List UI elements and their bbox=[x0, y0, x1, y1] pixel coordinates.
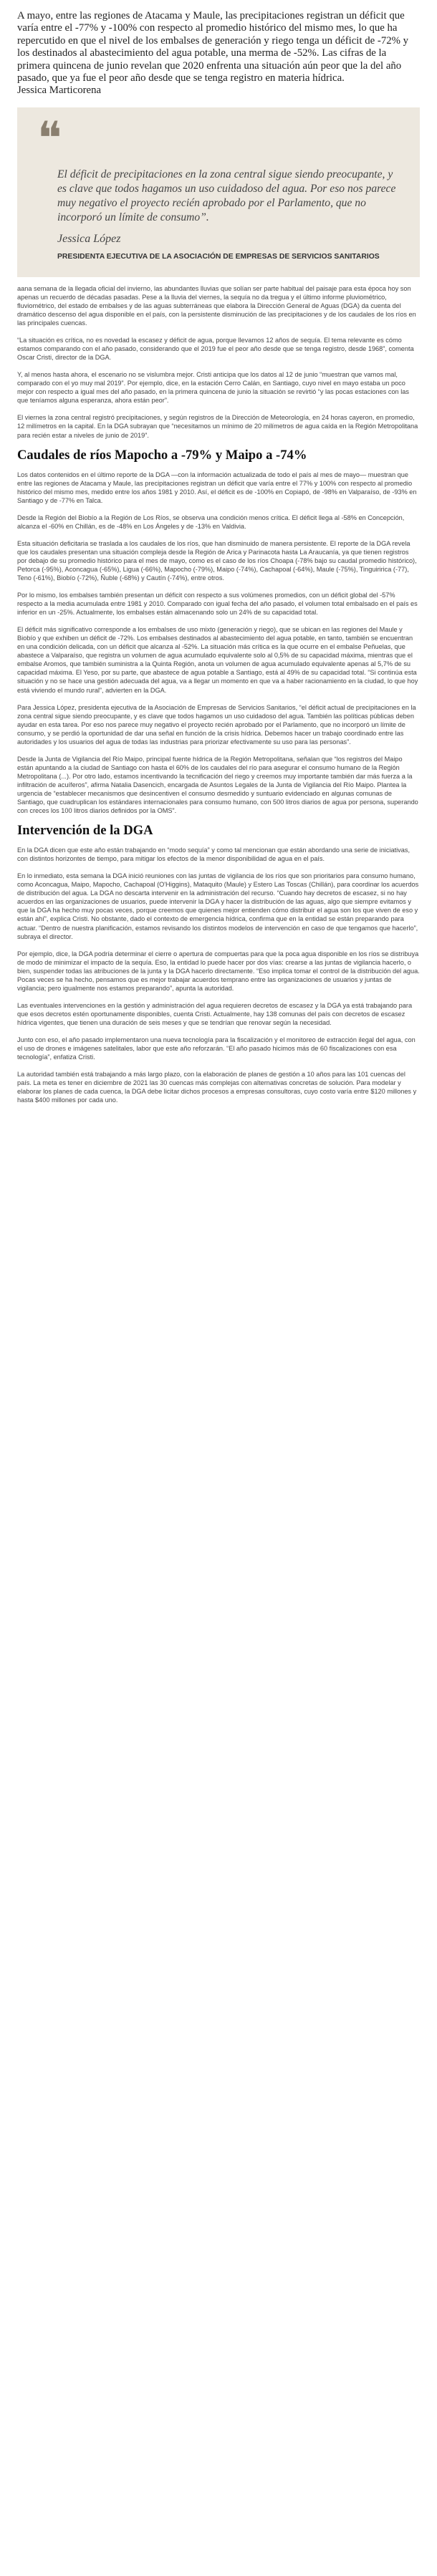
pull-quote-role: PRESIDENTA EJECUTIVA DE LA ASOCIACIÓN DE EMPRESAS DE SERVICIOS SANITARIOS bbox=[57, 252, 380, 261]
article-paragraph: “La situación es crítica, no es novedad la escasez y déficit de agua, porque llevamos 12 años de sequía. El tema relevante es cómo estamos comparando con el año pasado, considerando que el 2019 fue el peor año desde que se tenga registro, desde 1968”, comenta Oscar Cristi, director de la DGA. bbox=[17, 337, 414, 362]
article-paragraph: Por ejemplo, dice, la DGA podría determinar el cierre o apertura de compuertas para que la poca agua disponible en los ríos se distribuya de modo de minimizar el impacto de la sequía. Eso, la entidad lo puede hacer por dos vías: crearse a las juntas de vigilancia hacerlo, o bien, suspender todas las atribuciones de la junta y la DGA hacerlo directamente. “Eso implica tomar el control de la distribución del agua. Pocas veces se ha hecho, pensamos que es mejor trabajar acuerdos temprano entre las organizaciones de usuarios y juntas de vigilancia; pero igualmente nos estamos preparando”, apunta la autoridad. bbox=[17, 950, 420, 992]
lead-paragraph: A mayo, entre las regiones de Atacama y Maule, las precipitaciones registran un déficit que varía entre el -77% y -100% con respecto al promedio histórico del mismo mes, lo que ha repercutido en que el nivel de los embalses de generación y riego tenga un déficit de -72% y los destinados al abastecimiento del agua potable, una merma de -52%. Las cifras de la primera quincena de junio revelan que 2020 enfrenta una situación aún peor que la del año pasado, que ya fue el peor año desde que se tenga registro en materia hídrica. bbox=[17, 10, 409, 85]
article-paragraph: En la DGA dicen que este año están trabajando en “modo sequía” y como tal mencionan que están abordando una serie de iniciativas, con distintos horizontes de tiempo, para mitigar los efectos de la menor disponibilidad de agua en el país. bbox=[17, 846, 410, 863]
article-paragraph: El viernes la zona central registró precipitaciones, y según registros de la Dirección de Meteorología, en 24 horas cayeron, en promedio, 12 milímetros en la capital. En la DGA subrayan que “necesitamos un mínimo de 20 milímetros de agua caída en la Región Metropolitana para recién estar a niveles de junio de 2019”. bbox=[17, 414, 418, 439]
article-paragraph: Las eventuales intervenciones en la gestión y administración del agua requieren decretos de escasez y la DGA ya está trabajando para que esos decretos estén oportunamente disponibles, cuenta Cristi. Actualmente, hay 138 comunas del país con decretos de escasez hídrica vigentes, que tienen una duración de seis meses y que se tendrían que renovar según la necesidad. bbox=[17, 1001, 413, 1026]
lead-section bbox=[0, 0, 437, 97]
lead-byline: Jessica Marticorena bbox=[17, 85, 102, 97]
pull-quote-author: Jessica López bbox=[57, 232, 121, 245]
pull-quote-text: El déficit de precipitaciones en la zona central sigue siendo preocupante, y es clave que todos hagamos un uso cuidadoso del agua. Por eso nos parece muy negativo el proyecto recién aprobado por el Parlamento, que no incorporó un límite de consumo”. bbox=[57, 168, 396, 223]
article-paragraph: Desde la Región del Biobío a la Región de Los Ríos, se observa una condición menos crítica. El déficit llega al -58% en Concepción, alcanza el -60% en Chillán, es de -48% en Los Ángeles y de -13% en Valdivia. bbox=[17, 513, 405, 530]
article-paragraph: Desde la Junta de Vigilancia del Río Maipo, principal fuente hídrica de la Región Metropolitana, señalan que “los registros del Maipo están apuntando a la ciudad de Santiago con hasta el 60% de los caudales del río para asegurar el consumo humano de la Región Metropolitana (...). Por otro lado, estamos incentivando la tecnificación del riego y creemos muy importante también dar más fuerza a la infiltración de acuíferos”, afirma Natalia Dasencich, encargada de Asuntos Legales de la Junta de Vigilancia del Río Maipo. Plantea la urgencia de “establecer mecanismos que desincentiven el consumo desmedido y suntuario evidenciado en algunas comunas de Santiago, que cuadruplican los estándares internacionales para consumo humano, con 500 litros diarios de agua por persona, superando con creces los 100 litros diarios definidos por la OMS”. bbox=[17, 755, 418, 815]
article-paragraph: El déficit más significativo corresponde a los embalses de uso mixto (generación y riego), que se ubican en las regiones del Maule y Biobío y que exhiben un déficit de -72%. Los embalses destinados al abastecimiento del agua potable, en tanto, también se encuentran en una condición delicada, con un déficit que alcanza al -52%. La situación más crítica es la que ocurre en el embalse Peñuelas, que abastece a Valparaíso, que registra un volumen de agua acumulado equivalente solo al 0,5% de su capacidad máxima, mientras que el embalse Aromos, que también suministra a la Quinta Región, anota un volumen de agua acumulado equivalente apenas al 5,7% de su capacidad máxima. El Yeso, por su parte, que abastece de agua potable a Santiago, está al 49% de su capacidad total. “Si continúa esta situación y no se hace una gestión adecuada del agua, va a llegar un momento en que va a haber racionamiento en la ciudad, lo que hoy está viviendo el mundo rural”, advierten en la DGA. bbox=[17, 626, 418, 694]
article-paragraph: Por lo mismo, los embalses también presentan un déficit con respecto a sus volúmenes promedios, con un déficit global del -57% respecto a la media acumulada entre 1981 y 2010. Comparado con igual fecha del año pasado, el volumen total embalsado en el país es inferior en un -25%. Actualmente, los embalses están almacenando solo un 24% de su capacidad total. bbox=[17, 592, 418, 617]
article-body bbox=[0, 277, 437, 1104]
pull-quote-box bbox=[17, 107, 420, 277]
article-paragraph: aana semana de la llegada oficial del invierno, las abundantes lluvias que solían ser parte habitual del paisaje para esta época hoy son apenas un recuerdo de décadas pasadas. Pese a la lluvia del viernes, la sequía no da tregua y el último informe pluviométrico, fluviométrico, del estado de embalses y de las aguas subterráneas que elabora la Dirección General de Aguas (DGA) da cuenta del dramático descenso del agua disponible en el país, con la persistente disminución de las precipitaciones y de los caudales de los ríos en las principales cuencas. bbox=[17, 284, 416, 327]
section-heading: Intervención de la DGA bbox=[17, 823, 153, 839]
article-paragraph: Y, al menos hasta ahora, el escenario no se vislumbra mejor. Cristi anticipa que los datos al 12 de junio “muestran que vamos mal, comparado con el yo muy mal 2019”. Por ejemplo, dice, en la estación Cerro Calán, en Santiago, cuyo nivel en mayo estaba un poco mejor con respecto a igual mes del año pasado, en la primera quincena de junio la situación se revirtió “y las pocas estaciones con las que teníamos alguna esperanza, ahora están peor”. bbox=[17, 371, 409, 405]
article-paragraph: Para Jessica López, presidenta ejecutiva de la Asociación de Empresas de Servicios Sanitarios, “el déficit actual de precipitaciones en la zona central sigue siendo preocupante, y es clave que todos hagamos un uso cuidadoso del agua. También las políticas públicas deben ayudar en esta tarea. Por eso nos parece muy negativo el proyecto recién aprobado por el Parlamento, que no incorporó un límite de consumo, y se perdió la oportunidad de dar una señal en función de la crisis hídrica. Debemos hacer un trabajo coordinado entre las autoridades y los usuarios del agua de todas las industrias para priorizar efectivamente su uso para las personas”. bbox=[17, 703, 416, 746]
article-paragraph: Los datos contenidos en el último reporte de la DGA —con la información actualizada de todo el país al mes de mayo— muestran que entre las regiones de Atacama y Maule, las precipitaciones registran un déficit que varía entre el 77% y 100% con respecto al promedio histórico del mismo mes, medido entre los años 1981 y 2010. Así, el déficit es de -100% en Copiapó, de -98% en Valparaíso, de -93% en Santiago y de -77% en Talca. bbox=[17, 471, 417, 504]
article-paragraph: Esta situación deficitaria se traslada a los caudales de los ríos, que han disminuido de manera persistente. El reporte de la DGA revela que los caudales presentan una situación compleja desde la Región de Arica y Parinacota hasta La Araucanía, ya que tienen registros por debajo de su promedio histórico para el mes de mayo, como es el caso de los ríos Choapa (-78% bajo su caudal promedio histórico), Petorca (-95%), Aconcagua (-65%), Ligua (-66%), Mapocho (-79%), Maipo (-74%), Cachapoal (-64%), Maule (-75%), Tinguiririca (-77), Teno (-61%), Biobío (-72%), Ñuble (-68%) y Cautín (-74%), entre otros. bbox=[17, 539, 417, 582]
article-paragraph: En lo inmediato, esta semana la DGA inició reuniones con las juntas de vigilancia de los ríos que son prioritarios para consumo humano, como Aconcagua, Maipo, Mapocho, Cachapoal (O'Higgins), Mataquito (Maule) y Estero Las Toscas (Chillán), para coordinar los acuerdos de distribución del agua. La DGA no descarta intervenir en la administración del recurso. “Cuando hay decretos de escasez, si no hay acuerdos en las organizaciones de usuarios, puede intervenir la DGA y hacer la distribución de las aguas, algo que siempre evitamos y que la DGA ha hecho muy pocas veces, porque creemos que quienes mejor entienden cómo distribuir el agua son los que viven de eso y están ahí”, explica Cristi. No obstante, dado el contexto de emergencia hídrica, confirma que en la entidad se están preparando para actuar. “Dentro de nuestra planificación, estamos revisando los distintos modelos de intervención en caso de que tengamos que hacerlo”, subraya el director. bbox=[17, 872, 419, 940]
article-paragraph: Junto con eso, el año pasado implementaron una nueva tecnología para la fiscalización y el monitoreo de extracción ilegal del agua, con el uso de drones e imágenes satelitales, labor que este año reforzarán. “El año pasado hicimos más de 60 fiscalizaciones con esa tecnología”, enfatiza Cristi. bbox=[17, 1036, 416, 1061]
section-heading: Caudales de ríos Mapocho a -79% y Maipo a -74% bbox=[17, 447, 307, 463]
article-paragraph: La autoridad también está trabajando a más largo plazo, con la elaboración de planes de gestión a 10 años para las 101 cuencas del país. La meta es tener en diciembre de 2021 las 30 cuencas más complejas con alternativas concretas de solución. Para modelar y elaborar los planes de cada cuenca, la DGA debe licitar dichos procesos a empresas consultoras, cuyo costo varía entre $120 millones y hasta $400 millones por cada uno. bbox=[17, 1071, 417, 1104]
quote-mark-icon: ❝ bbox=[37, 112, 58, 164]
